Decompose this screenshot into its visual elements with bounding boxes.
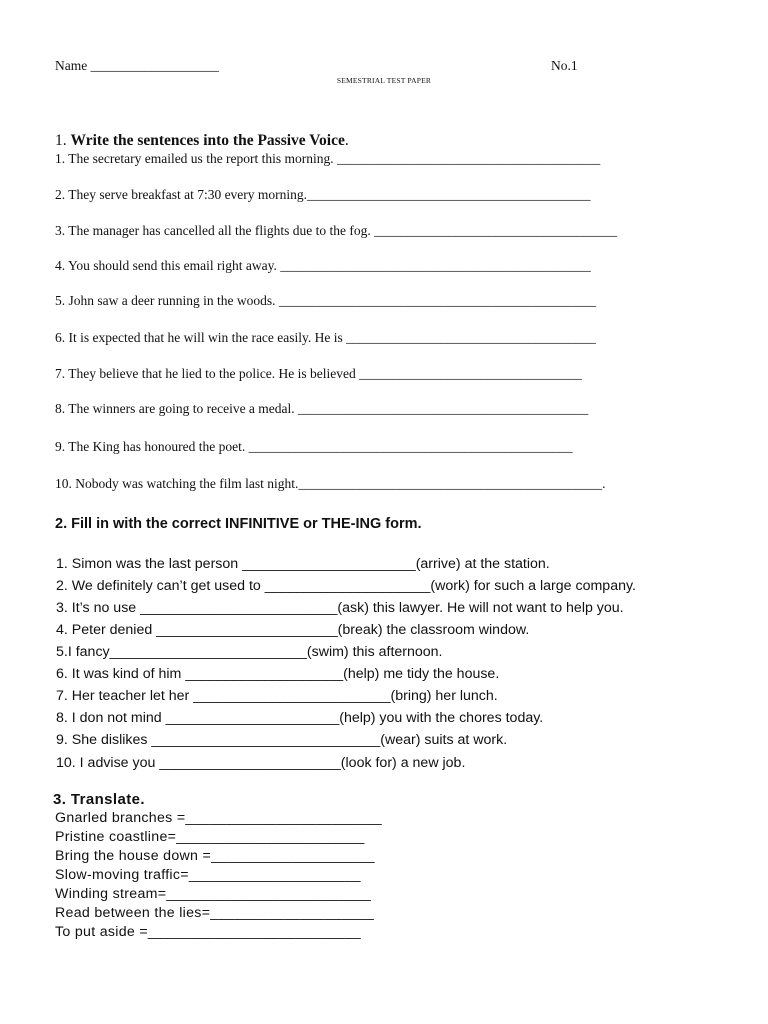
page-title: SEMESTRIAL TEST PAPER	[336, 76, 432, 85]
section-1-number: 1.	[55, 132, 67, 149]
name-field-label: Name ___________________	[55, 58, 219, 73]
infinitive-item-6: 6. It was kind of him ____________________(help) me tidy the house.	[56, 666, 500, 682]
answer-line: ___________________________________________	[298, 401, 589, 416]
infinitive-item-8: 8. I don not mind ______________________(help) you with the chores today.	[56, 710, 544, 726]
answer-line: ____________________________________	[374, 223, 618, 238]
section-2-heading: 2. Fill in with the correct INFINITIVE or THE-ING form.	[55, 516, 422, 532]
passive-item-4	[55, 258, 591, 274]
sentence-text: 8. The winners are going to receive a medal.	[55, 401, 295, 416]
paper-number: No.1	[551, 58, 578, 73]
answer-line: __________________________________________	[307, 187, 591, 202]
sentence-text: 7. They believe that he lied to the police. He is believed	[55, 366, 356, 381]
infinitive-item-9: 9. She dislikes _____________________________(wear) suits at work.	[56, 732, 508, 748]
infinitive-item-1: 1. Simon was the last person ______________________(arrive) at the station.	[56, 556, 550, 572]
translate-item-4: Slow-moving traffic=_____________________	[55, 867, 361, 883]
translate-item-3: Bring the house down =____________________	[55, 848, 375, 864]
infinitive-item-2: 2. We definitely can’t get used to _____________________(work) for such a large company.	[56, 578, 636, 594]
answer-line: _______________________________________	[337, 151, 601, 166]
passive-item-10	[55, 476, 605, 492]
infinitive-item-7: 7. Her teacher let her _________________________(bring) her lunch.	[56, 688, 498, 704]
sentence-text: 1. The secretary emailed us the report this morning.	[55, 151, 334, 166]
section-1-heading	[55, 132, 349, 150]
infinitive-item-5: 5.I fancy_________________________(swim) this afternoon.	[56, 644, 443, 660]
passive-item-9	[55, 439, 573, 455]
sentence-text: 5. John saw a deer running in the woods.	[55, 293, 276, 308]
passive-item-8	[55, 401, 588, 417]
passive-item-5	[55, 293, 596, 309]
section-1-title: Write the sentences into the Passive Voice	[70, 132, 345, 149]
translate-item-5: Winding stream=_________________________	[55, 886, 372, 902]
sentence-text: 4. You should send this email right away.	[55, 258, 277, 273]
passive-item-7	[55, 366, 582, 382]
sentence-text: 9. The King has honoured the poet.	[55, 439, 246, 454]
infinitive-item-3: 3. It’s no use _________________________(ask) this lawyer. He will not want to help you.	[56, 600, 624, 616]
sentence-text: 3. The manager has cancelled all the flights due to the fog.	[55, 223, 371, 238]
answer-line: ________________________________________________	[248, 439, 573, 454]
translate-item-1: Gnarled branches =________________________	[55, 810, 382, 826]
answer-line: _____________________________________________.	[298, 476, 606, 491]
answer-line: _____________________________________	[346, 330, 596, 345]
sentence-text: 2. They serve breakfast at 7:30 every morning.	[55, 187, 308, 202]
passive-item-2	[55, 187, 591, 203]
sentence-text: 6. It is expected that he will win the race easily. He is	[55, 330, 343, 345]
infinitive-item-10: 10. I advise you _______________________(look for) a new job.	[56, 755, 466, 771]
answer-line: _______________________________________________	[278, 293, 597, 308]
passive-item-6	[55, 330, 596, 346]
answer-line: _________________________________	[359, 366, 582, 381]
passive-item-1	[55, 151, 600, 167]
passive-item-3	[55, 223, 617, 239]
translate-item-6: Read between the lies=____________________	[55, 905, 375, 921]
answer-line: ______________________________________________	[280, 258, 591, 273]
translate-item-7: To put aside =__________________________	[55, 924, 361, 940]
section-3-heading: 3. Translate.	[53, 791, 145, 808]
infinitive-item-4: 4. Peter denied _______________________(break) the classroom window.	[56, 622, 530, 638]
sentence-text: 10. Nobody was watching the film last night.	[55, 476, 299, 491]
translate-item-2: Pristine coastline=_______________________	[55, 829, 365, 845]
section-1-title-end: .	[344, 132, 349, 149]
